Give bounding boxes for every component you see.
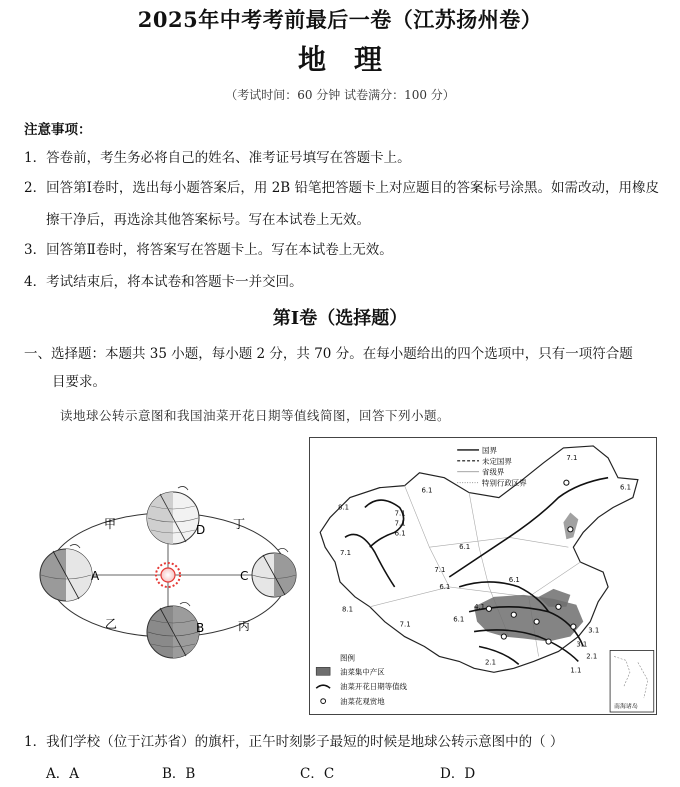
position-label-d: D [196, 523, 206, 537]
subject-title: 地理 [297, 43, 410, 76]
arc-label-bing: 丙 [238, 619, 251, 633]
section-intro-continued: 目要求。 [52, 374, 106, 390]
arc-label-jia: 甲 [104, 517, 117, 531]
isoline-label: 4.1 [474, 602, 486, 611]
earth-position-d [147, 492, 199, 544]
isoline-label: 2.1 [484, 658, 497, 667]
isoline-label: 6.1 [394, 529, 406, 538]
note-text: 回答第Ⅱ卷时，将答案写在答题卡上。写在本试卷上无效。 [46, 242, 393, 258]
isoline-label: 1.1 [570, 666, 582, 675]
legend-label: 油菜开花日期等值线 [340, 682, 407, 692]
note-text: 回答第Ⅰ卷时，选出每小题答案后，用 2B 铅笔把答题卡上对应题目的答案标号涂黑。如需改动，用橡皮 [46, 180, 660, 196]
option-d[interactable]: D．D [440, 766, 476, 782]
legend-label: 油菜花观赏地 [340, 697, 385, 707]
notes-heading: 注意事项： [24, 122, 92, 138]
legend-label: 油菜集中产区 [340, 667, 385, 677]
isoline-label: 6.1 [459, 543, 471, 552]
viewing-site-icon [511, 612, 516, 617]
viewing-site-icon [568, 527, 573, 532]
isoline-label: 7.1 [434, 566, 446, 575]
option-b[interactable]: B．B [162, 766, 196, 782]
exam-title: 2025年中考考前最后一卷（江苏扬州卷） [137, 7, 543, 32]
rotation-arrow-icon [180, 602, 190, 606]
reading-prompt: 读地球公转示意图和我国油菜开花日期等值线简图，回答下列小题。 [60, 408, 451, 423]
isoline-label: 2.1 [586, 652, 598, 661]
viewing-site-icon [564, 480, 569, 485]
isoline-label: 6.1 [508, 575, 520, 584]
rotation-arrow-icon [70, 544, 80, 548]
note-text: 考试结束后，将本试卷和答题卡一并交回。 [46, 274, 303, 290]
viewing-site-icon [571, 624, 576, 629]
section-intro [24, 340, 674, 396]
isoline-label: 7.1 [399, 620, 411, 629]
question-1-stem: 1．我们学校（位于江苏省）的旗杆，正午时刻影子最短的时候是地球公转示意图中的（ ） [24, 734, 564, 750]
viewing-site-icon [556, 604, 561, 609]
earth-position-c [252, 553, 296, 597]
legend-label: 省级界 [482, 467, 505, 477]
viewing-site-icon [546, 639, 551, 644]
earth-orbit-figure [28, 480, 298, 670]
position-label-a: A [91, 569, 100, 583]
viewing-site-icon [486, 606, 491, 611]
legend-label: 未定国界 [482, 456, 512, 466]
south-sea-label: 南海诸岛 [614, 703, 638, 711]
note-item-2 [24, 174, 664, 234]
isoline-label: 7.1 [394, 509, 406, 518]
viewing-site-icon [501, 634, 506, 639]
note-text-continued: 擦干净后，再选涂其他答案标号。写在本试卷上无效。 [46, 212, 370, 228]
isoline-label: 3.1 [576, 640, 588, 649]
isoline-label: 6.1 [439, 582, 451, 591]
option-c[interactable]: C．C [300, 766, 335, 782]
map-legend [316, 652, 407, 706]
section-intro-line: 一、选择题：本题共 35 小题，每小题 2 分，共 70 分。在每小题给出的四个选项中，只有一项符合题 [24, 346, 633, 362]
isoline-label: 6.1 [620, 483, 632, 492]
arc-label-yi: 乙 [105, 617, 118, 631]
china-outline [320, 446, 638, 675]
arc-label-ding: 丁 [233, 517, 246, 531]
rapeseed-flowering-map [309, 437, 657, 715]
boundary-legend [457, 446, 527, 488]
note-number: 4． [24, 274, 47, 290]
isoline-label: 7.1 [394, 519, 406, 528]
legend-label: 特别行政区界 [482, 478, 527, 488]
note-item-1 [24, 144, 664, 172]
option-a[interactable]: A．A [46, 766, 79, 782]
note-text: 答卷前，考生务必将自己的姓名、准考证号填写在答题卡上。 [46, 150, 411, 166]
note-number: 1． [24, 150, 47, 166]
isoline-label: 8.1 [338, 503, 350, 512]
note-item-4 [24, 268, 664, 296]
legend-label: 国界 [482, 445, 497, 455]
isoline-label: 6.1 [421, 486, 433, 495]
note-number: 2． [24, 180, 47, 196]
south-sea-inset [610, 650, 654, 712]
legend-title: 图例 [340, 653, 355, 663]
isoline-label: 3.1 [588, 626, 600, 635]
position-label-b: B [196, 621, 205, 635]
position-label-c: C [240, 569, 249, 583]
rotation-arrow-icon [178, 486, 188, 490]
earth-position-b [147, 606, 199, 658]
isoline-label: 7.1 [566, 453, 578, 462]
earth-position-a [40, 549, 92, 601]
isoline-label: 6.1 [453, 615, 465, 624]
viewing-site-icon [534, 619, 539, 624]
isoline-label: 7.1 [340, 549, 352, 558]
isoline-label: 8.1 [342, 605, 354, 614]
note-number: 3． [24, 242, 47, 258]
part-title: 第Ⅰ卷（选择题） [272, 308, 408, 329]
note-item-3 [24, 236, 664, 264]
exam-info: （考试时间：60 分钟 试卷满分：100 分） [225, 88, 455, 102]
